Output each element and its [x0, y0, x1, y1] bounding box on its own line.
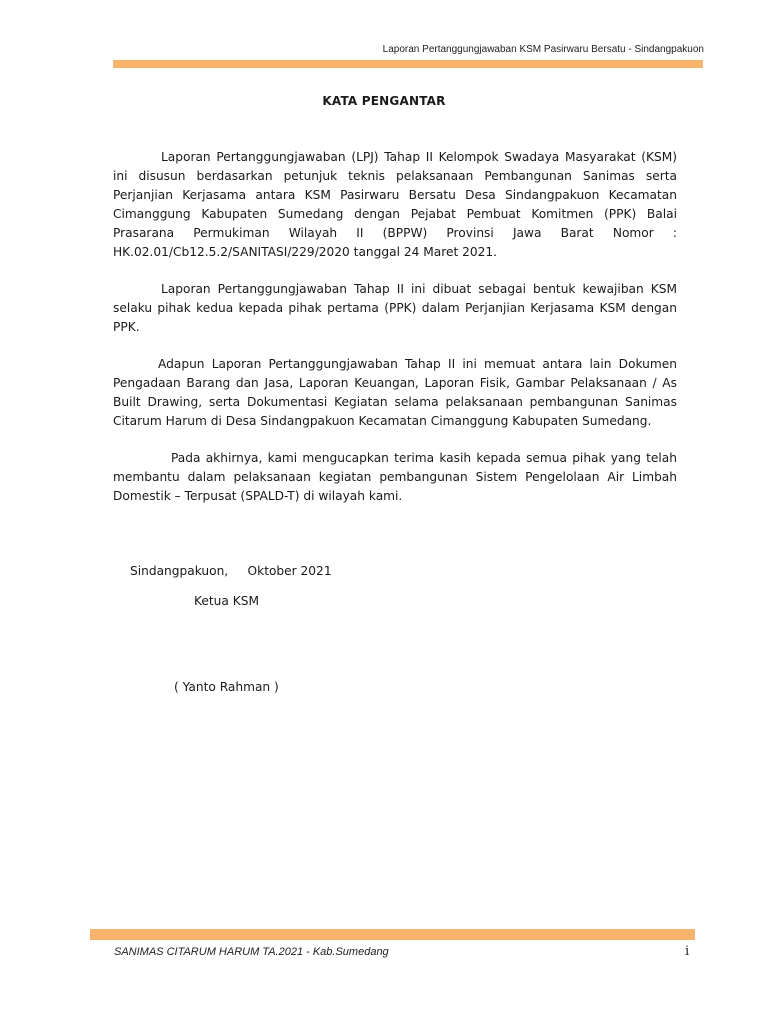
page-title: KATA PENGANTAR — [322, 94, 446, 108]
paragraph-3: Adapun Laporan Pertanggungjawaban Tahap II ini memuat antara lain Dokumen Pengadaan Barang dan Jasa, Laporan Keuangan, Laporan Fisik, Gambar Pelaksanaan / As Built Drawing, serta Dokumentasi Kegiatan selama pelaksanaan pembangunan Sanimas Citarum Harum di Desa Sindangpakuon Kecamatan Cimanggung Kabupaten Sumedang. — [113, 357, 677, 428]
paragraph-4: Pada akhirnya, kami mengucapkan terima kasih kepada semua pihak yang telah membantu dalam pelaksanaan kegiatan pembangunan Sistem Pengelolaan Air Limbah Domestik – Terpusat (SPALD-T) di wilayah kami. — [113, 451, 677, 503]
body-text — [113, 148, 677, 506]
header-rule — [113, 60, 703, 68]
signature-place-date: Sindangpakuon, Oktober 2021 — [130, 564, 332, 578]
signature-role: Ketua KSM — [194, 594, 259, 608]
footer-rule — [90, 929, 695, 940]
signature-name: ( Yanto Rahman ) — [174, 680, 279, 694]
page-number: i — [685, 944, 690, 959]
running-header: Laporan Pertanggungjawaban KSM Pasirwaru Bersatu - Sindangpakuon — [382, 44, 704, 55]
paragraph-2: Laporan Pertanggungjawaban Tahap II ini dibuat sebagai bentuk kewajiban KSM selaku pihak kedua kepada pihak pertama (PPK) dalam Perjanjian Kerjasama KSM dengan PPK. — [113, 282, 677, 334]
footer-text: SANIMAS CITARUM HARUM TA.2021 - Kab.Sumedang — [114, 946, 389, 958]
paragraph-1: Laporan Pertanggungjawaban (LPJ) Tahap II Kelompok Swadaya Masyarakat (KSM) ini disusun berdasarkan petunjuk teknis pelaksanaan Pembangunan Sanimas serta Perjanjian Kerjasama antara KSM Pasirwaru Bersatu Desa Sindangpakuon Kecamatan Cimanggung Kabupaten Sumedang dengan Pejabat Pembuat Komitmen (PPK) Balai Prasarana Permukiman Wilayah II (BPPW) Provinsi Jawa Barat Nomor : HK.02.01/Cb12.5.2/SANITASI/229/2020 tanggal 24 Maret 2021. — [113, 150, 677, 259]
